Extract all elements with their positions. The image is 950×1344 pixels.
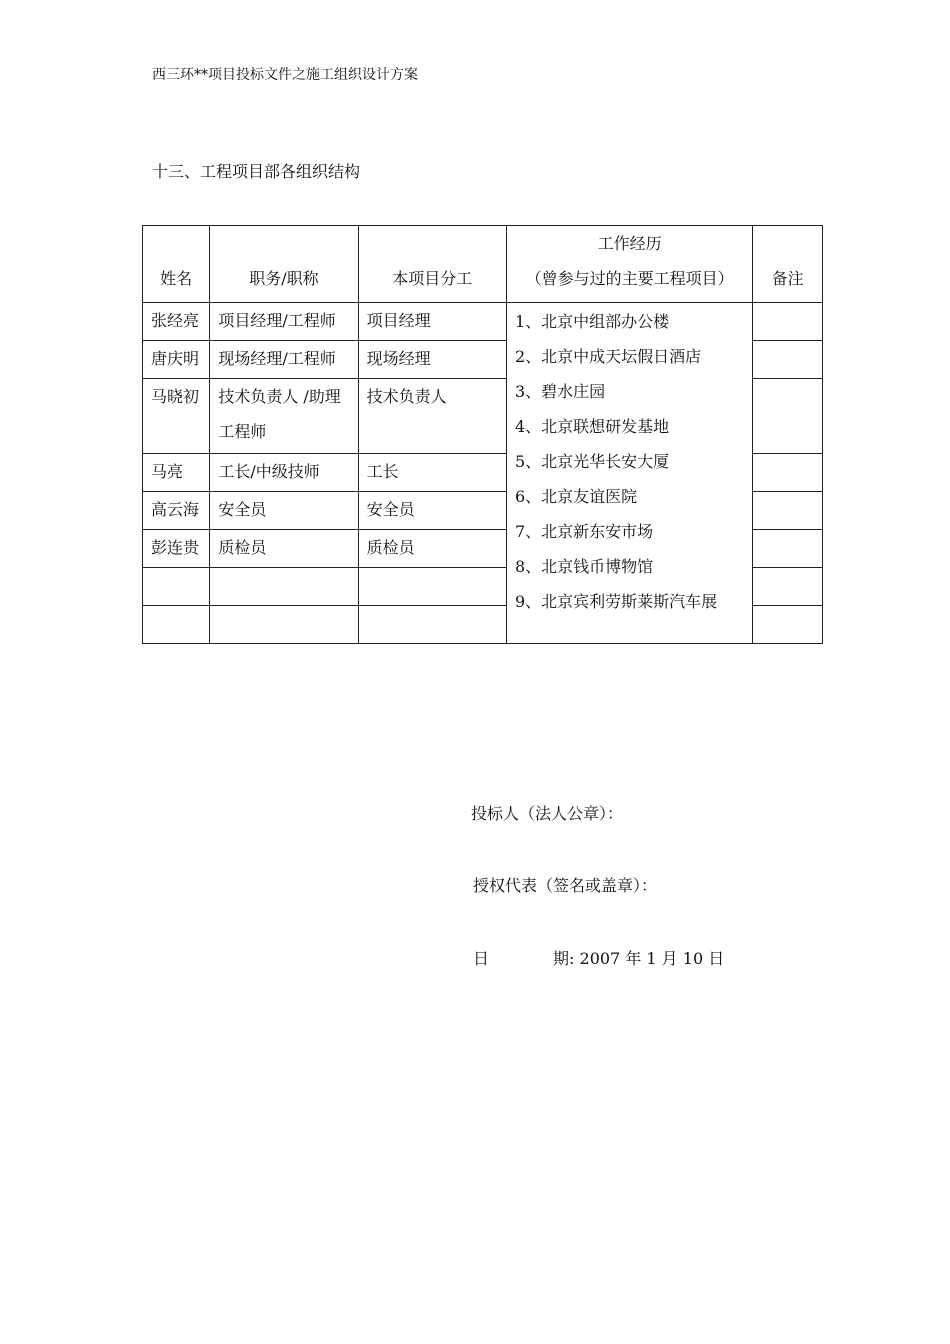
experience-item: 8、北京钱币博物馆 [514,557,654,576]
date-line [473,946,724,969]
bidder-seal-label: 投标人（法人公章）： [471,804,624,823]
header-title: 职务/职称 [210,226,358,303]
experience-item: 7、北京新东安市场 [514,522,654,541]
header-experience-line1: 工作经历 [597,234,662,253]
date-label-day: 日 [473,949,490,968]
experience-item: 9、北京宾利劳斯莱斯汽车展 [514,592,718,611]
cell-note [753,379,823,454]
table-row [143,303,823,341]
cell-role: 安全员 [358,492,506,530]
cell-title [210,606,358,644]
experience-item: 2、北京中成天坛假日酒店 [514,347,702,366]
cell-title: 质检员 [210,530,358,568]
cell-name [143,568,210,606]
cell-role: 项目经理 [358,303,506,341]
date-value: 2007 年 1 月 10 日 [579,949,725,968]
header-experience [506,226,752,303]
cell-note [753,303,823,341]
representative-signature-label: 授权代表（签名或盖章）： [473,876,658,895]
cell-role: 工长 [358,454,506,492]
header-role: 本项目分工 [358,226,506,303]
experience-item: 3、碧水庄园 [514,382,606,401]
experience-item: 6、北京友谊医院 [514,487,638,506]
experience-list [515,303,744,619]
cell-title: 工长/中级技师 [210,454,358,492]
cell-name: 马晓初 [143,379,210,454]
experience-item: 4、北京联想研发基地 [514,417,670,436]
cell-name: 马亮 [143,454,210,492]
cell-note [753,454,823,492]
cell-name: 彭连贵 [143,530,210,568]
cell-role [358,606,506,644]
cell-title: 现场经理/工程师 [210,341,358,379]
document-header: 西三环**项目投标文件之施工组织设计方案 [152,67,418,83]
cell-note [753,492,823,530]
cell-note [753,341,823,379]
cell-note [753,606,823,644]
cell-role: 质检员 [358,530,506,568]
date-label-period: 期: [553,949,575,968]
table-header-row [143,226,823,303]
cell-note [753,568,823,606]
cell-title [210,568,358,606]
header-note: 备注 [753,226,823,303]
cell-role: 技术负责人 [358,379,506,454]
cell-name [143,606,210,644]
header-experience-line2: （曾参与过的主要工程项目） [525,269,734,288]
cell-name: 张经亮 [143,303,210,341]
cell-note [753,530,823,568]
cell-title: 项目经理/工程师 [210,303,358,341]
cell-title: 技术负责人 /助理工程师 [210,379,358,454]
cell-experience [506,303,752,644]
cell-name: 高云海 [143,492,210,530]
cell-role: 现场经理 [358,341,506,379]
experience-item: 1、北京中组部办公楼 [514,312,670,331]
organization-table [142,225,823,644]
cell-name: 唐庆明 [143,341,210,379]
experience-item: 5、北京光华长安大厦 [514,452,670,471]
cell-role [358,568,506,606]
cell-title: 安全员 [210,492,358,530]
section-title: 十三、工程项目部各组织结构 [152,162,361,181]
header-name: 姓名 [143,226,210,303]
